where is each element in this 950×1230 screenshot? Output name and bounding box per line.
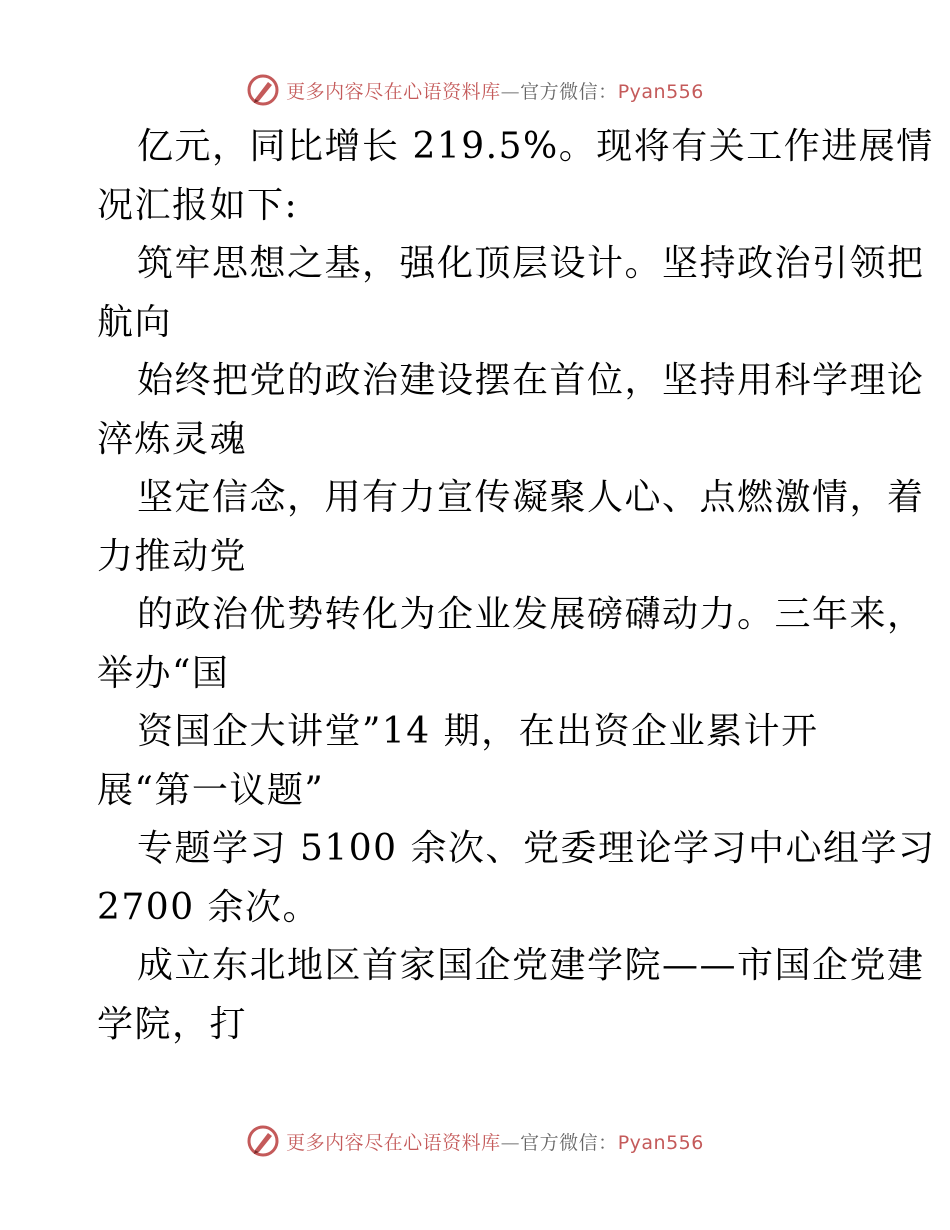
footer-banner bbox=[0, 1121, 950, 1161]
banner-wechat-id: Pyan556 bbox=[617, 80, 704, 103]
banner-main-text: 更多内容尽在心语资料库 bbox=[286, 80, 501, 103]
text-line: 举办“国 bbox=[97, 652, 230, 694]
text-line: 力推动党 bbox=[97, 535, 248, 577]
text-line: 况汇报如下: bbox=[97, 184, 299, 226]
text-line: 学院，打 bbox=[97, 1003, 248, 1045]
text-line: 资国企大讲堂”14 期，在出资企业累计开 bbox=[137, 711, 819, 752]
banner-main-text: 更多内容尽在心语资料库 bbox=[286, 1131, 501, 1154]
red-pen-logo-icon bbox=[246, 73, 280, 107]
text-line: 专题学习 5100 余次、党委理论学习中心组学习 bbox=[137, 828, 936, 869]
text-line: 2700 余次。 bbox=[97, 886, 321, 928]
header-banner bbox=[0, 70, 950, 110]
text-line: 始终把党的政治建设摆在首位，坚持用科学理论 bbox=[137, 360, 925, 401]
red-pen-logo-icon bbox=[246, 1124, 280, 1158]
banner-dash: — bbox=[500, 1131, 521, 1154]
text-line: 展“第一议题” bbox=[97, 769, 325, 811]
banner-wechat-label: 官方微信： bbox=[520, 80, 618, 103]
text-line: 亿元，同比增长 219.5%。现将有关工作进展情 bbox=[137, 126, 934, 167]
text-line: 坚定信念，用有力宣传凝聚人心、点燃激情，着 bbox=[137, 477, 925, 518]
banner-wechat-id: Pyan556 bbox=[617, 1131, 704, 1154]
text-line: 成立东北地区首家国企党建学院——市国企党建 bbox=[137, 945, 925, 986]
text-line: 航向 bbox=[97, 301, 173, 343]
document-body bbox=[97, 118, 936, 1054]
text-line: 的政治优势转化为企业发展磅礴动力。三年来， bbox=[137, 594, 925, 635]
text-line: 淬炼灵魂 bbox=[97, 418, 248, 460]
banner-dash: — bbox=[500, 80, 521, 103]
banner-wechat-label: 官方微信： bbox=[520, 1131, 618, 1154]
banner-text bbox=[286, 1128, 704, 1155]
banner-text bbox=[286, 77, 704, 104]
text-line: 筑牢思想之基，强化顶层设计。坚持政治引领把 bbox=[137, 243, 925, 284]
